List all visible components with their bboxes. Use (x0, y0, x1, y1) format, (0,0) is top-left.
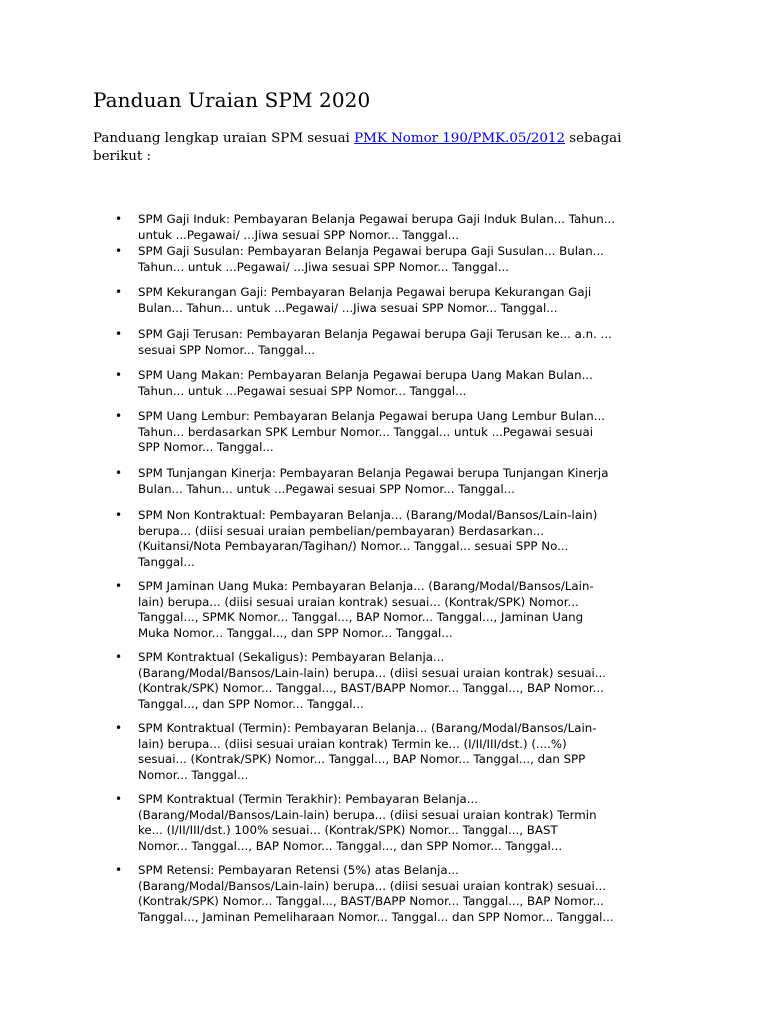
item-line: Muka Nomor... Tanggal..., dan SPP Nomor... Tanggal... (138, 625, 453, 640)
bullet-icon: • (115, 792, 123, 806)
list-item (115, 792, 678, 854)
list-item (115, 409, 678, 456)
item-line: SPP Nomor... Tanggal... (138, 440, 274, 455)
item-line: (Kontrak/SPK) Nomor... Tanggal..., BAST/BAPP Nomor... Tanggal..., BAP Nomor... (138, 681, 604, 696)
item-line: SPM Tunjangan Kinerja: Pembayaran Belanja Pegawai berupa Tunjangan Kinerja (138, 466, 609, 480)
item-line: untuk ...Pegawai/ ...Jiwa sesuai SPP Nomor... Tanggal... (138, 227, 460, 242)
item-line: (Barang/Modal/Bansos/Lain-lain) berupa... (diisi sesuai uraian kontrak) Termin (138, 807, 597, 822)
item-line: SPM Gaji Susulan: Pembayaran Belanja Pegawai berupa Gaji Susulan... Bulan... (138, 244, 604, 258)
bullet-icon: • (115, 650, 123, 664)
intro-suffix: sebagai (564, 131, 622, 146)
bullet-icon: • (115, 721, 123, 735)
item-line: lain) berupa... (diisi sesuai uraian kontrak) sesuai... (Kontrak/SPK) Nomor... (138, 594, 579, 609)
bullet-icon: • (115, 863, 123, 877)
item-line: ke... (I/II/III/dst.) 100% sesuai... (Kontrak/SPK) Nomor... Tanggal..., BAST (138, 823, 558, 838)
item-line: lain) berupa... (diisi sesuai uraian kontrak) Termin ke... (I/II/III/dst.) (....%) (138, 736, 567, 751)
list-item (115, 327, 678, 358)
list-item (115, 244, 678, 275)
bullet-icon: • (115, 285, 123, 299)
intro-prefix: Panduang lengkap uraian SPM sesuai (93, 131, 355, 146)
bullet-icon: • (115, 508, 123, 522)
bullet-icon: • (115, 409, 123, 423)
item-line: (Barang/Modal/Bansos/Lain-lain) berupa... (diisi sesuai uraian kontrak) sesuai... (138, 878, 606, 893)
item-line: Tahun... berdasarkan SPK Lembur Nomor... Tanggal... untuk ...Pegawai sesuai (138, 424, 594, 439)
item-line: Tanggal..., dan SPP Nomor... Tanggal... (138, 696, 364, 711)
item-line: Nomor... Tanggal..., BAP Nomor... Tanggal..., dan SPP Nomor... Tanggal... (138, 838, 563, 853)
item-line: SPM Jaminan Uang Muka: Pembayaran Belanja... (Barang/Modal/Bansos/Lain- (138, 579, 594, 593)
bullet-icon: • (115, 212, 123, 226)
list-item (115, 466, 678, 497)
intro-paragraph (93, 130, 673, 166)
bullet-icon: • (115, 244, 123, 258)
list-item (115, 285, 678, 316)
item-line: SPM Kontraktual (Sekaligus): Pembayaran Belanja... (138, 650, 445, 664)
item-line: SPM Kontraktual (Termin Terakhir): Pembayaran Belanja... (138, 792, 479, 806)
item-line: SPM Kontraktual (Termin): Pembayaran Belanja... (Barang/Modal/Bansos/Lain- (138, 721, 597, 735)
intro-suffix-2: berikut : (93, 149, 152, 164)
list-item (115, 863, 678, 925)
item-line: Bulan... Tahun... untuk ...Pegawai sesuai SPP Nomor... Tanggal... (138, 481, 515, 496)
item-line: (Kuitansi/Nota Pembayaran/Tagihan/) Nomor... Tanggal... sesuai SPP No... (138, 539, 569, 554)
item-line: SPM Uang Lembur: Pembayaran Belanja Pegawai berupa Uang Lembur Bulan... (138, 409, 605, 423)
item-line: sesuai... (Kontrak/SPK) Nomor... Tanggal..., BAP Nomor... Tanggal..., dan SPP (138, 752, 586, 767)
list-item (115, 508, 678, 570)
page-title: Panduan Uraian SPM 2020 (93, 88, 371, 112)
list-item (115, 368, 678, 399)
item-line: Bulan... Tahun... untuk ...Pegawai/ ...Jiwa sesuai SPP Nomor... Tanggal... (138, 300, 558, 315)
item-line: SPM Gaji Terusan: Pembayaran Belanja Pegawai berupa Gaji Terusan ke... a.n. ... (138, 327, 612, 341)
item-line: berupa... (diisi sesuai uraian pembelian/pembayaran) Berdasarkan... (138, 523, 544, 538)
item-line: SPM Gaji Induk: Pembayaran Belanja Pegawai berupa Gaji Induk Bulan... Tahun... (138, 212, 615, 226)
list-item (115, 212, 678, 243)
item-line: Tahun... untuk ...Pegawai sesuai SPP Nomor... Tanggal... (138, 383, 467, 398)
bullet-icon: • (115, 327, 123, 341)
bullet-icon: • (115, 368, 123, 382)
bullet-icon: • (115, 579, 123, 593)
item-line: SPM Non Kontraktual: Pembayaran Belanja... (Barang/Modal/Bansos/Lain-lain) (138, 508, 598, 522)
item-line: Tanggal... (138, 554, 195, 569)
item-line: Tanggal..., Jaminan Pemeliharaan Nomor... Tanggal... dan SPP Nomor... Tanggal... (138, 909, 614, 924)
bullet-icon: • (115, 466, 123, 480)
item-line: SPM Kekurangan Gaji: Pembayaran Belanja Pegawai berupa Kekurangan Gaji (138, 285, 592, 299)
list-item (115, 579, 678, 641)
item-line: Tahun... untuk ...Pegawai/ ...Jiwa sesuai SPP Nomor... Tanggal... (138, 259, 509, 274)
item-line: (Kontrak/SPK) Nomor... Tanggal..., BAST/BAPP Nomor... Tanggal..., BAP Nomor... (138, 894, 604, 909)
item-line: Nomor... Tanggal... (138, 767, 249, 782)
pmk-link[interactable]: PMK Nomor 190/PMK.05/2012 (354, 131, 565, 146)
item-line: sesuai SPP Nomor... Tanggal... (138, 342, 315, 357)
item-line: Tanggal..., SPMK Nomor... Tanggal..., BAP Nomor... Tanggal..., Jaminan Uang (138, 610, 584, 625)
item-line: SPM Retensi: Pembayaran Retensi (5%) atas Belanja... (138, 863, 459, 877)
item-line: (Barang/Modal/Bansos/Lain-lain) berupa... (diisi sesuai uraian kontrak) sesuai... (138, 665, 606, 680)
list-item (115, 721, 678, 783)
list-item (115, 650, 678, 712)
item-line: SPM Uang Makan: Pembayaran Belanja Pegawai berupa Uang Makan Bulan... (138, 368, 593, 382)
